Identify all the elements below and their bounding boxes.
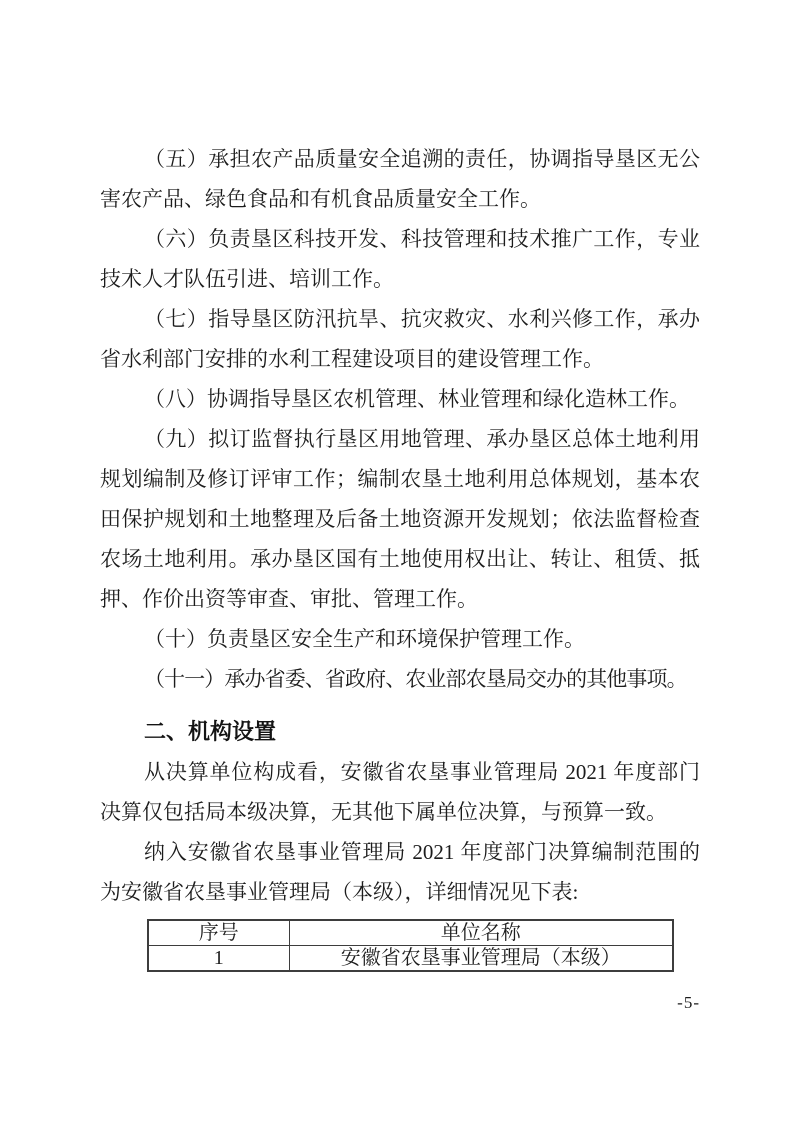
duty-paragraph-6: （六）负责垦区科技开发、科技管理和技术推广工作，专业技术人才队伍引进、培训工作。 bbox=[100, 227, 700, 291]
table-cell-unit-name: 安徽省农垦事业管理局（本级） bbox=[289, 946, 673, 972]
unit-table-row bbox=[148, 946, 673, 972]
body-paragraph-composition: 从决算单位构成看，安徽省农垦事业管理局 2021 年度部门决算仅包括局本级决算，无其他下属单位决算，与预算一致。 bbox=[100, 760, 700, 824]
duty-paragraph-7: （七）指导垦区防汛抗旱、抗灾救灾、水利兴修工作，承办省水利部门安排的水利工程建设项目的建设管理工作。 bbox=[100, 307, 700, 371]
duty-paragraph-5: （五）承担农产品质量安全追溯的责任，协调指导垦区无公害农产品、绿色食品和有机食品质量安全工作。 bbox=[100, 147, 700, 211]
section-heading-organization: 二、机构设置 bbox=[144, 719, 277, 744]
unit-table bbox=[147, 919, 674, 972]
table-header-serial: 序号 bbox=[148, 920, 289, 946]
duty-paragraph-9: （九）拟订监督执行垦区用地管理、承办垦区总体土地利用规划编制及修订评审工作；编制农垦土地利用总体规划，基本农田保护规划和土地整理及后备土地资源开发规划；依法监督检查农场土地利用。承办垦区国有土地使用权出让、转让、租赁、抵押、作价出资等审查、审批、管理工作。 bbox=[100, 427, 700, 611]
duty-paragraph-10: （十）负责垦区安全生产和环境保护管理工作。 bbox=[144, 627, 585, 651]
body-paragraph-scope: 纳入安徽省农垦事业管理局 2021 年度部门决算编制范围的为安徽省农垦事业管理局（本级），详细情况见下表: bbox=[100, 840, 700, 904]
table-header-unit-name: 单位名称 bbox=[289, 920, 673, 946]
duty-paragraph-11: （十一）承办省委、省政府、农业部农垦局交办的其他事项。 bbox=[144, 667, 687, 691]
unit-table-header-row bbox=[148, 920, 673, 946]
table-cell-serial: 1 bbox=[148, 946, 289, 972]
page-number: -5- bbox=[677, 993, 700, 1012]
duty-paragraph-8: （八）协调指导垦区农机管理、林业管理和绿化造林工作。 bbox=[144, 387, 690, 411]
document-content bbox=[100, 139, 700, 972]
